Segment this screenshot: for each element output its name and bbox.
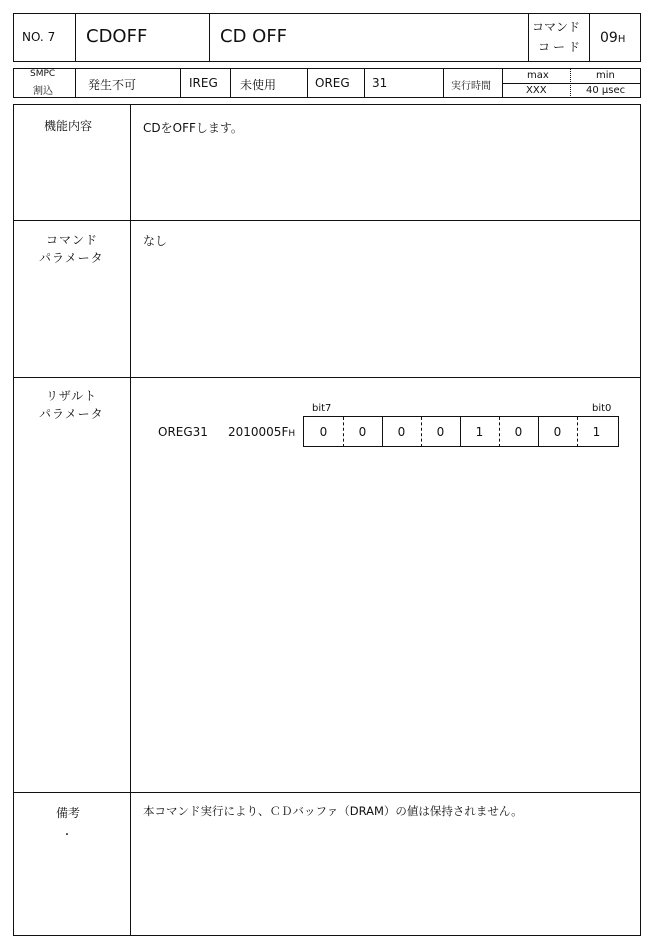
min-value: 40 μsec <box>586 85 626 96</box>
params-label-2: パラメータ <box>39 251 104 265</box>
remarks-content: 本コマンド実行により、ＣＤバッファ（DRAM）の値は保持されません。 <box>143 804 523 818</box>
exec-time-label: 実行時間 <box>451 81 491 92</box>
remarks-label: 備考 <box>56 806 81 820</box>
smpc-label-2: 割込 <box>33 86 53 97</box>
bit-cell: 0 <box>499 417 539 447</box>
oreg-label: OREG <box>315 76 350 90</box>
bit-field <box>303 416 619 447</box>
params-content: なし <box>143 234 168 248</box>
register-value <box>228 425 295 439</box>
min-label: min <box>596 70 615 81</box>
smpc-interrupt-value: 発生不可 <box>88 78 137 92</box>
register-name: OREG31 <box>158 425 208 439</box>
command-number: NO. 7 <box>22 30 56 44</box>
bit-cell: 0 <box>382 417 422 447</box>
bit-cell: 0 <box>304 417 344 447</box>
max-value: XXX <box>526 85 547 96</box>
bit-cell: 0 <box>538 417 578 447</box>
register-value-suffix: H <box>288 429 296 439</box>
register-value-number: 2010005F <box>228 425 289 439</box>
bit-cell: 0 <box>343 417 383 447</box>
command-code-label-1: コマンド <box>532 20 581 34</box>
oreg-value: 31 <box>372 76 388 90</box>
command-name: CDOFF <box>86 26 148 47</box>
function-label: 機能内容 <box>44 119 93 133</box>
result-label-1: リザルト <box>46 389 98 403</box>
smpc-label-1: SMPC <box>30 69 56 79</box>
bit-cell: 1 <box>592 425 601 439</box>
command-code-value <box>600 30 625 46</box>
command-code-suffix: H <box>617 34 626 45</box>
command-code-label-2: コード <box>538 40 584 54</box>
bit0-label: bit0 <box>592 403 612 414</box>
params-label-1: コマンド <box>46 233 99 247</box>
command-description: CD OFF <box>220 26 288 47</box>
bit-cell: 1 <box>460 417 500 447</box>
max-label: max <box>527 70 549 81</box>
bit-cell: 0 <box>421 417 461 447</box>
result-label-2: パラメータ <box>39 407 104 421</box>
command-code-number: 09 <box>600 30 618 46</box>
ireg-label: IREG <box>189 76 218 90</box>
function-content: CDをOFFします。 <box>143 121 243 135</box>
remarks-mark: ・ <box>62 830 72 841</box>
ireg-value: 未使用 <box>240 78 277 92</box>
bit7-label: bit7 <box>312 403 332 414</box>
